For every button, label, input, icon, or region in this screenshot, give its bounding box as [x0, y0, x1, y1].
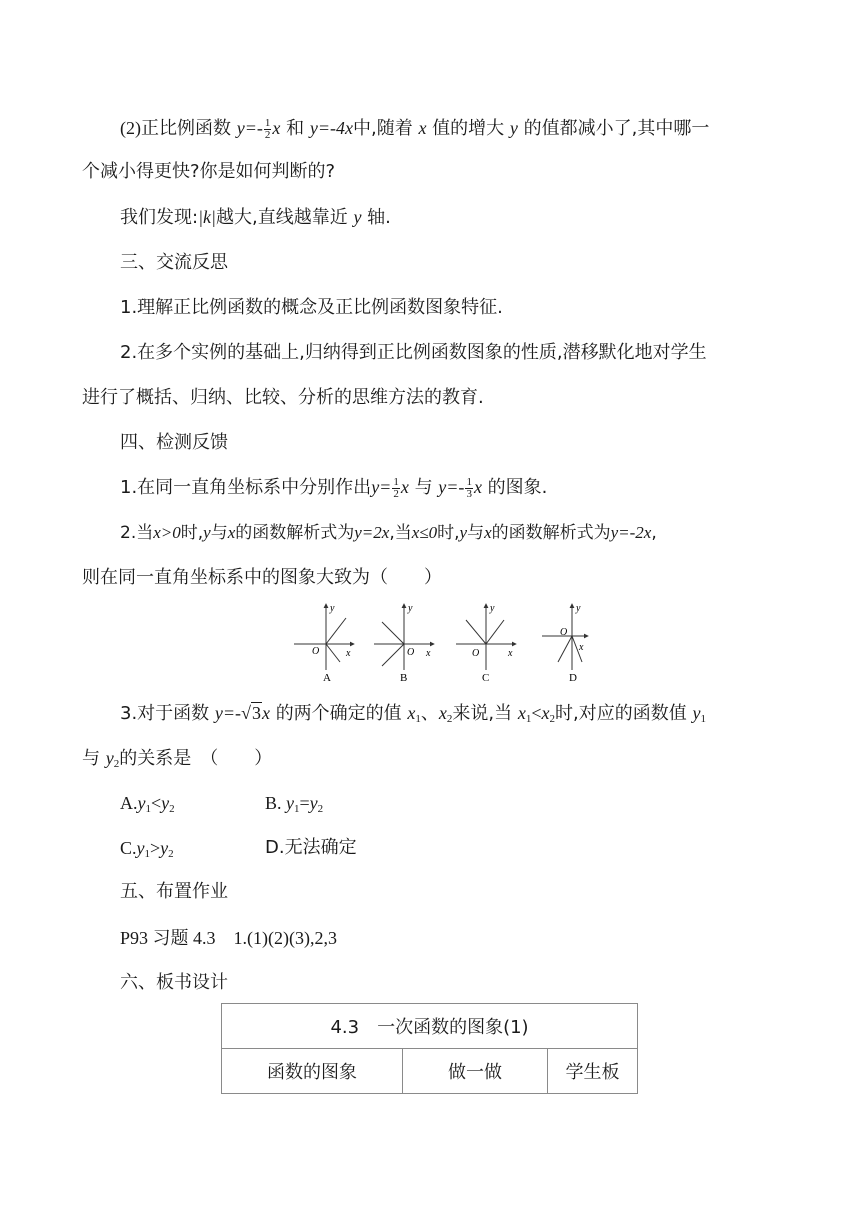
- question-2-line-2: 个减小得更快?你是如何判断的?: [82, 161, 336, 182]
- board-title: 4.3 一次函数的图象(1): [222, 1004, 638, 1049]
- question-2-line-1: (2)正比例函数 y=- $\frac{1}{2}$ x 和 y=-4x中,随着 x 值的增大 y 的值都减小了,其中哪一: [120, 116, 710, 141]
- fraction: $\frac{1}{3}$: [466, 475, 472, 500]
- option-d: D.无法确定: [265, 837, 357, 858]
- svg-text:y: y: [576, 603, 581, 614]
- section-3-heading: 三、交流反思: [120, 252, 228, 273]
- graph-label-c: C: [482, 672, 490, 682]
- svg-text:x: x: [508, 648, 513, 659]
- square-root: √3: [241, 703, 261, 723]
- graph-option-b: [374, 603, 434, 682]
- svg-text:x: x: [346, 648, 351, 659]
- problem-3-line-1: 3.对于函数 y=-√3x 的两个确定的值 $x_1$、$x_2$来说,当 $x_1<x_2$时,对应的函数值 $y_1$: [120, 703, 707, 725]
- graph-option-c: [456, 603, 516, 682]
- svg-text:y: y: [330, 603, 335, 614]
- section-6-heading: 六、板书设计: [120, 972, 228, 993]
- svg-text:y: y: [490, 603, 495, 614]
- svg-text:O: O: [407, 647, 415, 658]
- graph-option-d: [542, 603, 588, 682]
- problem-3-line-2: 与 $y_2$的关系是 （ ）: [82, 748, 273, 770]
- option-a: $A.y_1<y_2$: [120, 793, 175, 815]
- board-cell: 做一做: [403, 1049, 548, 1094]
- graph-option-a: [294, 603, 354, 682]
- fraction: $\frac{1}{2}$: [264, 116, 271, 141]
- problem-2-line-2: 则在同一直角坐标系中的图象大致为（ ）: [82, 567, 442, 588]
- section-3-item-1: 1.理解正比例函数的概念及正比例函数图象特征.: [120, 297, 503, 318]
- graph-label-b: B: [400, 672, 408, 682]
- board-design-table: [221, 1003, 638, 1094]
- option-b: B. $y_1=y_2$: [265, 793, 324, 815]
- homework-text: P93 习题 4.3 1.(1)(2)(3),2,3: [120, 928, 337, 948]
- fraction: $\frac{1}{2}$: [393, 475, 399, 500]
- section-3-item-2-line-1: 2.在多个实例的基础上,归纳得到正比例函数图象的性质,潜移默化地对学生: [120, 342, 707, 363]
- svg-text:O: O: [472, 648, 480, 659]
- graph-label-a: A: [323, 672, 331, 682]
- problem-1: 1.在同一直角坐标系中分别作出y= $\frac{1}{2}$ x 与 y=- $\frac{1}{3}$ x 的图象.: [120, 475, 548, 500]
- svg-text:O: O: [560, 627, 568, 638]
- board-cell: 函数的图象: [222, 1049, 403, 1094]
- section-3-item-2-line-2: 进行了概括、归纳、比较、分析的思维方法的教育.: [82, 387, 484, 408]
- svg-text:O: O: [312, 646, 320, 657]
- problem-2-line-1: 2.当x>0时,y与x的函数解析式为y=2x,当x≤0时,y与x的函数解析式为y=-2x,: [120, 523, 657, 543]
- section-4-heading: 四、检测反馈: [120, 432, 228, 453]
- svg-text:x: x: [579, 642, 584, 653]
- section-5-heading: 五、布置作业: [120, 881, 228, 902]
- answer-graphs: [290, 600, 590, 682]
- svg-text:y: y: [408, 603, 413, 614]
- graph-label-d: D: [569, 672, 577, 682]
- finding-text: 我们发现:|k|越大,直线越靠近 y 轴.: [120, 207, 391, 228]
- board-cell: 学生板: [548, 1049, 638, 1094]
- option-c: $C.y_1>y_2$: [120, 838, 174, 860]
- svg-text:x: x: [426, 648, 431, 659]
